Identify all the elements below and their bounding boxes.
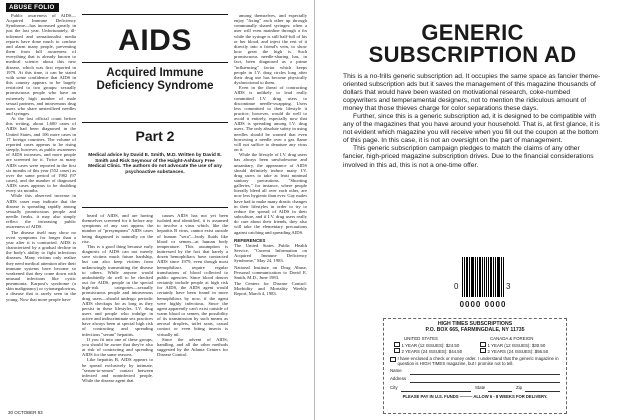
coupon-option-row-2 — [390, 348, 560, 354]
paragraph: Even in the threat of contracting AIDS is unlikely to lead really committed I.V. drug users to discontinue needle-swapping. Users less committed to their lifestyle it practice, however, would do well to avoid it entirely, especially now that AIDS is spreading among I.V. drug users. The only absolute safety in using needles should be warned that even borrowing a needle over a gas flame will not suffice to denature any virus on it. — [234, 85, 307, 153]
foreign-label: CANADA & FOREIGN — [490, 335, 534, 341]
reference: The Centers for Disease Control: Morbidity and Mortality Weekly Report, March 4, 1983. — [234, 280, 307, 297]
city-state-zip-field[interactable] — [390, 385, 560, 392]
article-title: AIDS — [118, 24, 192, 57]
address-label: Address — [390, 376, 407, 381]
city-label: City — [390, 384, 398, 390]
reference: The United States Public Health Service, "Current Information on Acquired Immune Deficiency Syndrome," May 24, 1983. — [234, 242, 307, 264]
references-heading: REFERENCES — [234, 237, 266, 243]
article-part: Part 2 — [135, 128, 175, 144]
paragraph: Public awareness of AIDS—Acquired Immune Deficiency Syndrome—has increased greatly in just the last year. Unfortunately, ill-informed and sensationalist media reports have done much to confuse and alarm many people, preventing them from full awareness of everything that is already known to medical science about this new disease, which was first reported in 1979. At this time, it can be stated with some confidence that AIDS in this country appears to be largely restricted to two groups: sexually promiscuous people who have an extremely high number of male sexual partners, and intravenous drug users who share unsterilized needles and syringes. — [6, 13, 76, 116]
us-label: UNITED STATES — [404, 335, 438, 341]
paragraph: This is a good thing because early diagnosis of AIDS can not merely save victims much future hardship, but can also keep victims from unknowingly transmitting the disease to others. While anyone would undoubtedly do well to be checked out for AIDS, people in the special high-risk categories—sexually promiscuous people and intravenous drug users—should undergo periodic AIDS checkups for as long as they persist in these lifestyles. I.V. drug users and people who indulge in active and indiscriminate sex practices have always been at special high risk of contracting and spreading infectious "serum" hepatitis. — [82, 243, 153, 337]
section-header: ABUSE FOLIO — [6, 3, 59, 12]
article-subtitle: Acquired Immune Deficiency Syndrome — [96, 67, 214, 92]
paragraph: While the lifestyle of I.V. drug users has always been unwholesome and unsanitary, the appearance of AIDS should definitely induce many I.V. drug users to take at least minimal sanitary precautions. "Shooting galleries," for instance, where people literally bleed all over each other, are now less hygienic than ever. Gay males have had to make many drastic changes in their lifestyles in order to try to reduce the spread of AIDS in their subculture, and if I.V. drug users really do care about their friends, they also will take the elementary precautions against catching and spreading AIDS. — [234, 152, 307, 235]
ad-paragraph: This is a no-frills generic subscription ad. It occupies the same space as fancier theme-oriented subscription ads but it saves the management of this magazine thousands of dollars that would have been wasted on motivational research, coke-numbed copywriters and temperamental designers, not to mention the ridiculous amount of money that those thieves charge for color separations these days. — [343, 73, 601, 113]
paragraph: Since the advent of AIDS, handling, and all the other methods suggested by the Atlanta Centers for Disease Control. — [157, 336, 228, 358]
paragraph: causes AIDS has not yet been isolated and identified, it is assumed to involve a virus which, like the hepatitis B virus, cannot exist outside of human "sera"—body fluids like blood or semen—at human body temperature. This assumption is buttressed by the fact that barely a dozen hemophiliacs have contracted AIDS since 1979, even though most hemophiliacs require regular transfusions of blood collected to public agencies. Since blood donors certainly include people at high risk for AIDS, the AIDS agent would certainly have been found in more hemophiliacs by now, if the agent were highly infectious. Since the agent apparently can't exist outside of warm blood or semen, the possibility of its transmission by such means as aerosol droplets, toilet seats, casual contact or even biting insects is virtually nil. — [157, 213, 228, 337]
enclosed-option[interactable] — [390, 356, 560, 366]
name-field[interactable] — [390, 368, 560, 375]
coupon-title: HIGH TIMES SUBSCRIPTIONS — [437, 321, 513, 327]
page-folio: 30 OCTOBER 83 — [8, 410, 43, 415]
paragraph: If you fit into one of these groups, you should be aware that they're also at risk of contracting and spreading AIDS for the same reasons. — [82, 336, 153, 358]
barcode-bars — [462, 257, 504, 297]
barcode — [454, 254, 510, 314]
ad-paragraph: Further, since this is a generic subscription ad, it is designed to be compatible with any of the magazines that you have around your household. That is, at first glance, it is not evident which magazine you will receive when you fill out the coupon at the bottom of this page. In this case, it is not an oversight on the part of management. — [343, 113, 600, 145]
zip-label: Zip — [516, 384, 523, 390]
article-column-3 — [157, 213, 228, 408]
paragraph: At the last official count before this writing, about 1,600 cases of AIDS had been diagnosed in the United States, and 106 more cases in 17 foreign countries. The volume of reported cases appears to be rising steeply, however, as public awareness of AIDS increases, and more people are screened for it. Twice as many AIDS cases were reported in the first six months of this year (552 cases) as over the same period of 1982 (97 cases), and the number of diagnosed AIDS cases appears to be doubling every six months. — [6, 116, 76, 194]
paragraph: While this observed increase in AIDS cases may indicate that the disease is spreading rapidly among sexually promiscuous people and needle freaks, it may also simply reflect the increasing public awareness of AIDS. — [6, 193, 76, 230]
us-1yr-label: 1 YEAR (12 ISSUES): $24.50 — [401, 342, 460, 348]
ad-paragraph: This generic subscription campaign pledges to match the claims of any other fancier, high-priced magazine subscription drives. Due to the financial considerations involved in this ad, this is not a one-time offer. — [343, 145, 594, 169]
state-label: State — [475, 384, 486, 390]
checkbox[interactable] — [480, 348, 486, 354]
headline-rule — [82, 62, 228, 63]
checkbox[interactable] — [390, 357, 396, 363]
ad-body — [343, 73, 601, 170]
checkbox[interactable] — [394, 342, 400, 348]
name-line — [410, 374, 560, 375]
barcode-left-digit: 0 — [454, 282, 459, 291]
article-column-2 — [82, 213, 153, 408]
paragraph: The disease itself may show no overt symptoms for longer than a year after it is contracted. AIDS is characterized by a gradual decline in the body's ability to fight infectious diseases. Many victims only realize they need medical attention after their immune systems have become so weakened that they come down with unusual infections like cystic pneumonia, Karposi's syndrome (a skin malignancy) or cytomegalovirus, a disease that is rarely seen in the young. Now that more people have — [6, 229, 76, 302]
article-byline: Medical advice by David E. Smith, M.D. Written by David E. Smith and Rick Seymour of the Haight-Ashbury Free Medical Clinic. The authors do not advocate the use of any psychoactive substances. — [88, 153, 222, 175]
address-field[interactable] — [390, 376, 560, 383]
enclosed-label: I have enclosed a check or money order. I understand that the generic magazine in question is HIGH TIMES magazine, but I promise not to tell. — [397, 355, 559, 366]
article-column-1 — [6, 13, 76, 408]
right-page — [315, 0, 630, 420]
checkbox[interactable] — [394, 348, 400, 354]
address-line — [410, 382, 560, 383]
subscription-coupon[interactable] — [383, 318, 567, 414]
name-label: Name — [390, 367, 402, 373]
paragraph: heard of AIDS, and are having themselves screened for it before any symptoms of any sort appear, the number of "presymptom" AIDS cases being diagnosed is naturally on the rise. — [82, 213, 153, 244]
headline-rule-top — [82, 14, 228, 15]
foreign-2yr-label: 2 YEARS (24 ISSUES): $56.50 — [487, 348, 549, 354]
paragraph: Like hepatitis B, AIDS appears to be spread exclusively by intimate, "serum-to-serum" contact between infected and noninfected people. While the disease agent that — [82, 357, 153, 383]
state-line — [488, 391, 512, 392]
ad-title-line-2: SUBSCRIPTION AD — [368, 42, 577, 67]
barcode-right-digit: 3 — [506, 282, 511, 291]
byline-rule — [82, 207, 228, 208]
paragraph: among themselves, and especially enjoy "fixing" each other up through communally shared syringes; often a user will even mainline through a fix while the syringe is still half-full of his or her blood, and inject the rest of it directly into a friend's vein, to show how great the high is. Such promiscuous needle-sharing has, in fact, been diagnosed as a prime "influencing" factor which keeps people in I.V. drug circles long after their drug use has become physically dysfunctional to them. — [234, 13, 307, 86]
foreign-1yr-label: 1 YEAR (12 ISSUES): $30.50 — [487, 342, 546, 348]
part-rule — [82, 122, 228, 123]
barcode-number: 0000 0000 — [459, 300, 507, 309]
ad-title-line-1: GENERIC — [421, 20, 524, 45]
checkbox[interactable] — [480, 342, 486, 348]
left-page — [0, 0, 314, 420]
coupon-address: P.O. BOX 665, FARMINGDALE, NY 11735 — [425, 326, 525, 333]
foreign-2yr-option[interactable] — [480, 348, 548, 354]
coupon-note: PLEASE PAY IN U.S. FUNDS ——— ALLOW 6 - 8 WEEKS FOR DELIVERY. — [402, 393, 548, 399]
city-line — [401, 391, 471, 392]
ad-title — [315, 22, 630, 66]
zip-line — [525, 391, 560, 392]
us-2yr-option[interactable] — [394, 348, 462, 354]
reference: National Institute on Drug Abuse, Personal communication to David E. Smith, M.D., June 1983. — [234, 264, 307, 280]
article-column-4 — [234, 13, 307, 408]
us-2yr-label: 2 YEARS (24 ISSUES): $44.50 — [401, 348, 463, 354]
